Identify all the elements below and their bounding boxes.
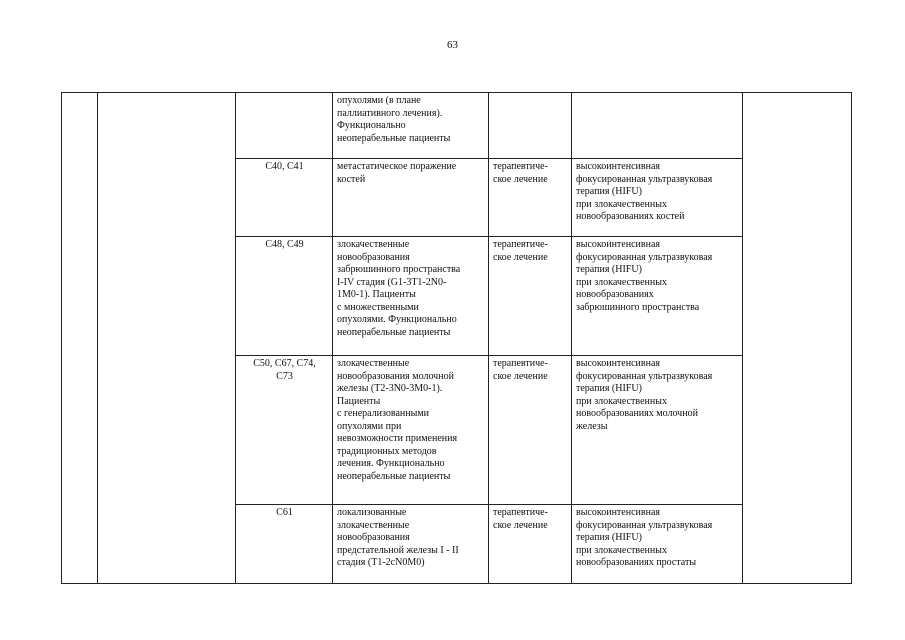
condition-cell: злокачественные новообразования молочной железы (T2-3N0-3M0-1). Пациенты с генерализованными опухолями при невозможности применения традиционных методов лечения. Функционально неоперабельные пациенты xyxy=(333,356,489,505)
page-number: 63 xyxy=(447,39,458,51)
profile-cell xyxy=(98,93,236,584)
method-cell: высокоинтенсивная фокусированная ультразвуковая терапия (HIFU) при злокачественных новообразованиях забрюшинного пространства xyxy=(572,237,743,356)
condition-cell: метастатическое поражение костей xyxy=(333,159,489,237)
method-cell xyxy=(572,93,743,159)
icd-code-cell: C61 xyxy=(236,505,333,584)
treatment-type-cell: терапевтиче- ское лечение xyxy=(489,237,572,356)
treatment-table xyxy=(61,92,852,584)
treatment-type-cell xyxy=(489,93,572,159)
table-row xyxy=(62,93,852,159)
treatment-type-cell: терапевтиче- ское лечение xyxy=(489,505,572,584)
method-cell: высокоинтенсивная фокусированная ультразвуковая терапия (HIFU) при злокачественных новообразованиях костей xyxy=(572,159,743,237)
cost-cell xyxy=(743,93,852,584)
icd-code-cell: C40, C41 xyxy=(236,159,333,237)
method-cell: высокоинтенсивная фокусированная ультразвуковая терапия (HIFU) при злокачественных новообразованиях молочной железы xyxy=(572,356,743,505)
icd-code-cell xyxy=(236,93,333,159)
number-cell xyxy=(62,93,98,584)
condition-cell: опухолями (в плане паллиативного лечения). Функционально неоперабельные пациенты xyxy=(333,93,489,159)
method-cell: высокоинтенсивная фокусированная ультразвуковая терапия (HIFU) при злокачественных новообразованиях простаты xyxy=(572,505,743,584)
condition-cell: злокачественные новообразования забрюшинного пространства I-IV стадия (G1-3T1-2N0- 1M0-1). Пациенты с множественными опухолями. Функционально неоперабельные пациенты xyxy=(333,237,489,356)
treatment-type-cell: терапевтиче- ское лечение xyxy=(489,356,572,505)
icd-code-cell: C48, C49 xyxy=(236,237,333,356)
icd-code-cell: C50, C67, C74, C73 xyxy=(236,356,333,505)
table-body xyxy=(62,93,852,584)
treatment-type-cell: терапевтиче- ское лечение xyxy=(489,159,572,237)
condition-cell: локализованные злокачественные новообразования предстательной железы I - II стадия (T1-2cN0M0) xyxy=(333,505,489,584)
